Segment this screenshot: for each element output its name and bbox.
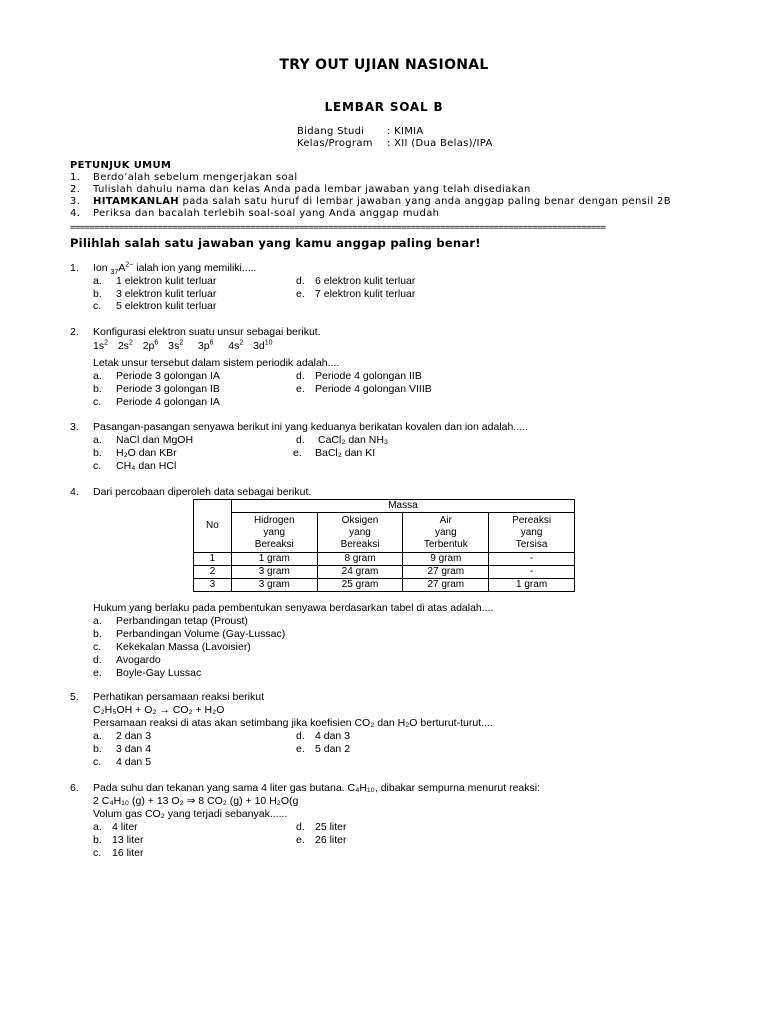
q2-config-term: $3p^6$ [197,339,214,352]
q2-opt-c-label: c. [93,396,102,408]
q1-opt-a: 1 elektron kulit terluar [116,275,217,287]
q5-opt-c-label: c. [93,756,102,768]
q1-ion-charge: 2− [125,261,134,269]
q2-config-term: $3d^{10}$ [253,339,273,352]
q1-stem-b: ialah ion yang memiliki..... [133,262,257,274]
q5-opt-d-label: d. [296,730,305,742]
q4-opt-c: Kekekalan Massa (Lavoisier) [116,641,251,653]
bidang-value: : KIMIA [387,126,424,137]
q5-opt-d: 4 dan 3 [315,730,351,742]
q2-config-term: $3s^2$ [168,339,184,352]
q3-opt-a: NaCl dan MgOH [116,434,194,446]
q6-opt-b-label: b. [93,834,102,846]
q4-opt-d-label: d. [93,654,102,666]
q5-opt-b: 3 dan 4 [116,743,152,755]
kelas-value: : XII (Dua Belas)/IPA [387,138,493,149]
q4-opt-c-label: c. [93,641,102,653]
table-cell: 24 gram [317,566,403,579]
q3-number: 3. [70,421,79,433]
q4-number: 4. [70,486,79,498]
table-cell: 1 [194,553,232,566]
q2-stem2: Letak unsur tersebut dalam sistem periodik adalah.... [93,357,340,369]
massa-header: Massa [231,500,574,513]
q2-opt-a-label: a. [93,370,102,382]
instruction-text: Pilihlah salah satu jawaban yang kamu anggap paling benar! [70,236,481,250]
q6-opt-a: 4 liter [112,821,138,833]
q1-opt-c-label: c. [93,300,102,312]
petunjuk-item-1: Berdo’alah sebelum mengerjakan soal [93,172,298,183]
q2-number: 2. [70,326,79,338]
column-header-hidrogen: Hidrogen yang Bereaksi [231,513,317,553]
q4-stem: Dari percobaan diperoleh data sebagai berikut. [93,486,312,498]
q4-opt-a-label: a. [93,615,102,627]
petunjuk-item-3 [93,196,671,207]
q2-electron-config [93,340,273,352]
column-header-air: Air yang Terbentuk [403,513,489,553]
q2-opt-e-label: e. [296,383,305,395]
q2-opt-b-label: b. [93,383,102,395]
q4-opt-a: Perbandingan tetap (Proust) [116,615,248,627]
table-cell: 3 [194,579,232,592]
q5-opt-c: 4 dan 5 [116,756,152,768]
q4-opt-b: Perbandingan Volume (Gay-Lussac) [116,628,286,640]
q1-stem [93,261,257,277]
page-title: TRY OUT UJIAN NASIONAL [279,57,489,73]
q6-opt-d: 25 liter [315,821,347,833]
q3-stem: Pasangan-pasangan senyawa berikut ini yang keduanya berikatan kovalen dan ion adalah..... [93,421,528,433]
q6-opt-a-label: a. [93,821,102,833]
q6-number: 6. [70,782,79,794]
q5-reaction: C₂H₅OH + O₂ → CO₂ + H₂O [93,704,225,716]
table-cell: - [489,553,575,566]
q5-stem: Perhatikan persamaan reaksi berikut [93,691,265,703]
q3-opt-d-label: d. [296,434,305,446]
q6-stem: Pada suhu dan tekanan yang sama 4 liter gas butana. C₄H₁₀, dibakar sempurna menurut reaksi: [93,782,541,794]
table-row [194,579,575,592]
q6-reaction: 2 C₄H₁₀ (g) + 13 O₂ ⇒ 8 CO₂ (g) + 10 H₂O(g [93,795,299,807]
petunjuk-num-1: 1. [70,172,81,183]
no-column-header: No [194,500,232,553]
q3-opt-a-label: a. [93,434,102,446]
q6-opt-c: 16 liter [112,847,144,859]
table-cell: 1 gram [231,553,317,566]
column-header-oksigen: Oksigen yang Bereaksi [317,513,403,553]
table-cell: 9 gram [403,553,489,566]
q1-opt-a-label: a. [93,275,102,287]
q4-opt-b-label: b. [93,628,102,640]
page-subtitle: LEMBAR SOAL B [324,100,444,114]
q6-opt-d-label: d. [296,821,305,833]
petunjuk-item-3-bold: HITAMKANLAH [93,196,180,207]
q5-opt-a: 2 dan 3 [116,730,152,742]
table-cell: 3 gram [231,566,317,579]
q5-opt-a-label: a. [93,730,102,742]
q5-opt-e-label: e. [296,743,305,755]
table-row [194,553,575,566]
q1-opt-b: 3 elektron kulit terluar [116,288,217,300]
table-subheader-row [194,513,575,553]
table-cell: 27 gram [403,579,489,592]
q3-opt-c: CH₄ dan HCl [116,460,177,472]
petunjuk-num-2: 2. [70,184,81,195]
q5-number: 5. [70,691,79,703]
table-row [194,566,575,579]
petunjuk-item-2: Tulislah dahulu nama dan kelas Anda pada lembar jawaban yang telah disediakan [93,184,531,195]
table-cell: 8 gram [317,553,403,566]
q3-opt-d: CaCl₂ dan NH₃ [318,434,389,446]
q1-opt-d-label: d. [296,275,305,287]
q6-opt-b: 13 liter [112,834,144,846]
table-cell: - [489,566,575,579]
q6-opt-e: 26 liter [315,834,347,846]
table-cell: 3 gram [231,579,317,592]
q3-opt-e-label: e. [293,447,302,459]
q1-opt-d: 6 elektron kulit terluar [315,275,416,287]
q1-ion-mass: 37 [110,269,119,277]
q2-opt-b: Periode 3 golongan IB [116,383,220,395]
table-cell: 25 gram [317,579,403,592]
q5-opt-e: 5 dan 2 [315,743,351,755]
q2-config-term: $1s^2$ [93,339,108,352]
table-cell: 1 gram [489,579,575,592]
q3-opt-b: H₂O dan KBr [116,447,177,459]
q4-opt-e: Boyle-Gay Lussac [116,667,202,679]
petunjuk-heading: PETUNJUK UMUM [70,160,172,171]
mass-data-table [193,499,575,592]
q3-opt-c-label: c. [93,460,102,472]
column-header-pereaksi: Pereaksi yang Tersisa [489,513,575,553]
q3-opt-e: BaCl₂ dan KI [315,447,376,459]
q1-opt-c: 5 elektron kulit terluar [116,300,217,312]
q3-opt-b-label: b. [93,447,102,459]
q1-stem-a: Ion [93,262,111,274]
kelas-label: Kelas/Program [297,138,373,149]
q5-stem2: Persamaan reaksi di atas akan setimbang jika koefisien CO₂ dan H₂O berturut-turut.... [93,717,493,729]
q2-config-term: $2s^2$ [117,339,133,352]
q2-config-term: $2p^6$ [142,339,159,352]
q1-number: 1. [70,262,79,274]
q2-opt-d: Periode 4 golongan IIB [315,370,422,382]
q2-opt-a: Periode 3 golongan IA [116,370,220,382]
q4-opt-d: Avogardo [116,654,161,666]
q2-stem: Konfigurasi elektron suatu unsur sebagai berikut. [93,326,321,338]
q1-opt-e: 7 elektron kulit terluar [315,288,416,300]
table-header-row [194,500,575,513]
q4-stem2: Hukum yang berlaku pada pembentukan senyawa berdasarkan tabel di atas adalah.... [93,602,494,614]
petunjuk-item-3-text: pada salah satu huruf di lembar jawaban yang anda anggap paling benar dengan pensil 2B [179,196,671,207]
q2-opt-d-label: d. [296,370,305,382]
q6-opt-e-label: e. [296,834,305,846]
petunjuk-num-4: 4. [70,208,81,219]
q6-opt-c-label: c. [93,847,102,859]
q5-opt-b-label: b. [93,743,102,755]
bidang-label: Bidang Studi [297,126,365,137]
petunjuk-item-4: Periksa dan bacalah terlebih soal-soal yang Anda anggap mudah [93,208,440,219]
separator-rule: ============================================================================================================== [70,223,606,233]
q1-opt-e-label: e. [296,288,305,300]
q4-opt-e-label: e. [93,667,102,679]
table-cell: 2 [194,566,232,579]
q2-opt-c: Periode 4 golongan IA [116,396,220,408]
table-cell: 27 gram [403,566,489,579]
q1-opt-b-label: b. [93,288,102,300]
q2-config-term: $4s^2$ [228,339,244,352]
q2-opt-e: Periode 4 golongan VIIIB [315,383,432,395]
q6-stem2: Volum gas CO₂ yang terjadi sebanyak...... [93,808,288,820]
petunjuk-num-3: 3. [70,196,81,207]
q1-ion-symbol: A [118,262,126,274]
